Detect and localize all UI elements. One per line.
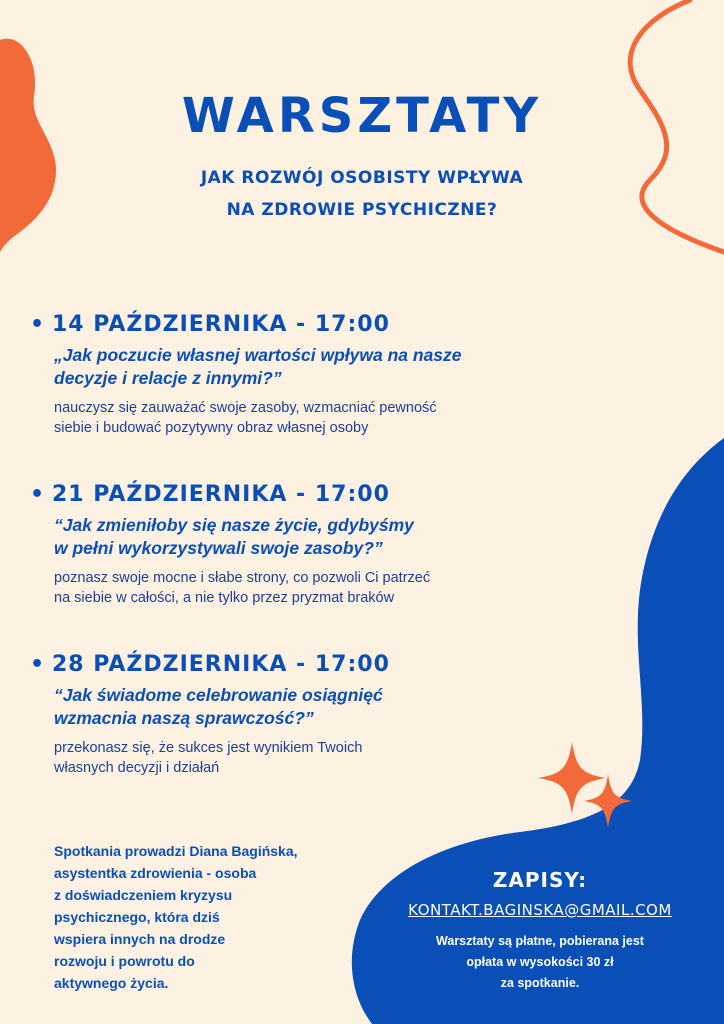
- event-date-text: 21 PAŹDZIERNIKA - 17:00: [52, 482, 390, 507]
- signup-email-link[interactable]: KONTAKT.BAGINSKA@GMAIL.COM: [408, 901, 672, 919]
- event-date: [30, 650, 590, 680]
- event-quote: “Jak świadome celebrowanie osiągnięć wzmacnia naszą sprawczość?”: [54, 685, 383, 728]
- event-date: [30, 310, 590, 340]
- event-item-2: [30, 480, 590, 608]
- bullet-icon: •: [30, 652, 46, 677]
- event-description: nauczysz się zauważać swoje zasoby, wzmacniać pewność siebie i budować pozytywny obraz własnej osoby: [54, 400, 437, 436]
- page-title: WARSZTATY: [181, 88, 543, 144]
- event-quote: “Jak zmieniłoby się nasze życie, gdybyśmy w pełni wykorzystywali swoje zasoby?”: [54, 515, 414, 558]
- event-date-text: 14 PAŹDZIERNIKA - 17:00: [52, 312, 390, 337]
- bullet-icon: •: [30, 312, 46, 337]
- event-date: [30, 480, 590, 510]
- signup-title: ZAPISY:: [492, 868, 588, 892]
- host-info: Spotkania prowadzi Diana Bagińska, asystentka zdrowienia - osoba z doświadczeniem kryzysu psychicznego, która dziś wspiera innych na drodze rozwoju i powrotu do aktywnego życia.: [54, 843, 298, 991]
- bullet-icon: •: [30, 482, 46, 507]
- event-description: przekonasz się, że sukces jest wynikiem Twoich własnych decyzji i działań: [54, 740, 363, 776]
- event-date-text: 28 PAŹDZIERNIKA - 17:00: [52, 652, 390, 677]
- signup-fee-note: Warsztaty są płatne, pobierana jest opłata w wysokości 30 zł za spotkanie.: [436, 934, 644, 990]
- event-item-1: [30, 310, 590, 438]
- event-description: poznasz swoje mocne i słabe strony, co pozwoli Ci patrzeć na siebie w całości, a nie tylko przez pryzmat braków: [54, 570, 431, 606]
- subtitle-text: JAK ROZWÓJ OSOBISTY WPŁYWA NA ZDROWIE PSYCHICZNE?: [200, 168, 524, 220]
- page-subtitle: [0, 162, 724, 226]
- event-quote: „Jak poczucie własnej wartości wpływa na nasze decyzje i relacje z innymi?”: [54, 345, 462, 388]
- event-item-3: [30, 650, 590, 778]
